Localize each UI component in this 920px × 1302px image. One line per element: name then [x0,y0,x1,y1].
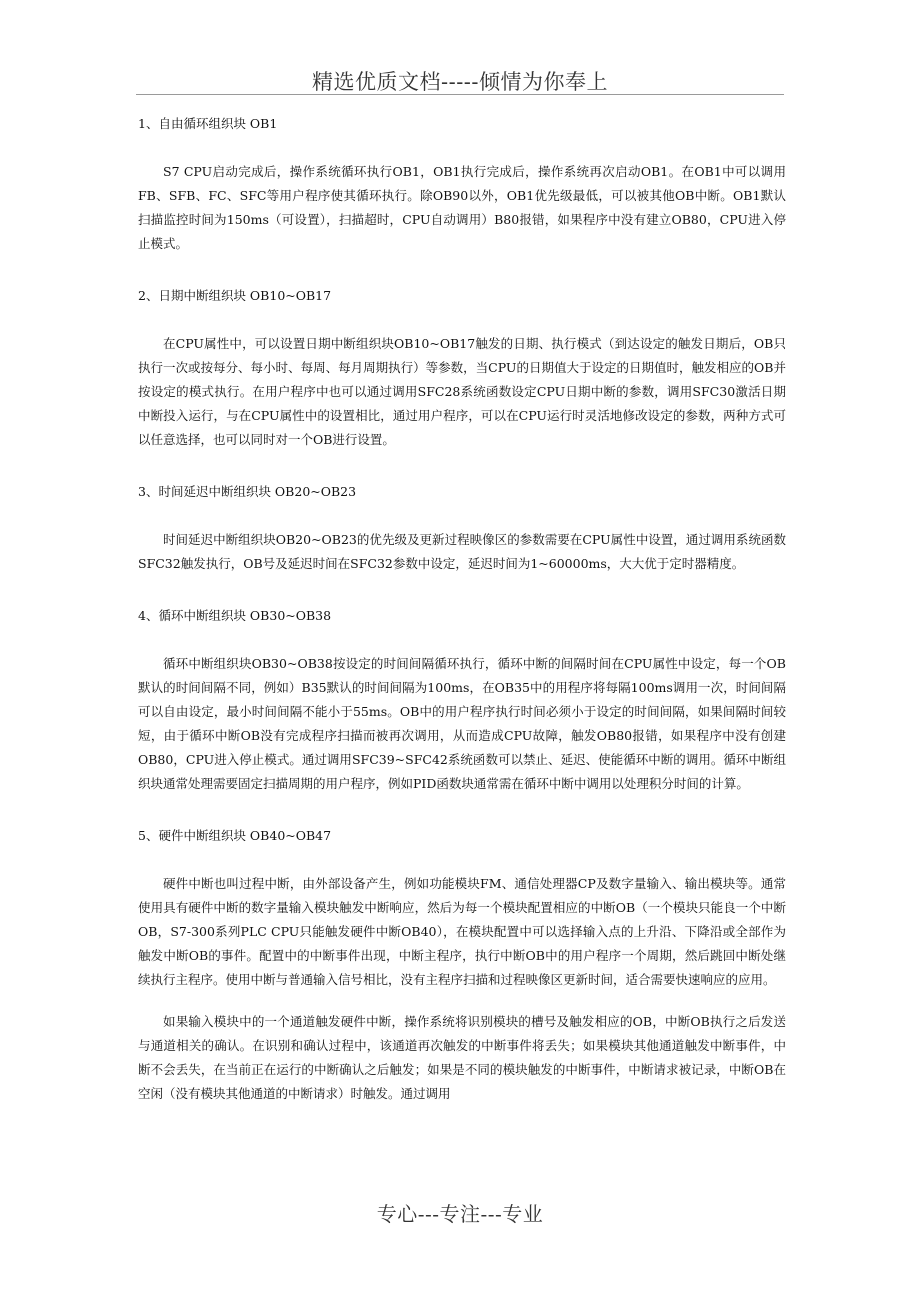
paragraph: 时间延迟中断组织块OB20~OB23的优先级及更新过程映像区的参数需要在CPU属性中设置，通过调用系统函数SFC32触发执行，OB号及延迟时间在SFC32参数中设定，延迟时间为1~60000ms，大大优于定时器精度。 [138,532,786,571]
paragraph: 硬件中断也叫过程中断，由外部设备产生，例如功能模块FM、通信处理器CP及数字量输入、输出模块等。通常使用具有硬件中断的数字量输入模块触发中断响应，然后为每一个模块配置相应的中断OB（一个模块只能良一个中断OB，S7-300系列PLC CPU只能触发硬件中断OB40），在模块配置中可以选择输入点的上升沿、下降沿或全部作为触发中断OB的事件。配置中的中断事件出现，中断主程序，执行中断OB中的用户程序一个周期，然后跳回中断处继续执行主程序。使用中断与普通输入信号相比，没有主程序扫描和过程映像区更新时间，适合需要快速响应的应用。 [138,876,786,987]
page-footer: 专心---专注---专业 [376,1202,544,1226]
page-header: 精选优质文档-----倾情为你奉上 [312,70,608,94]
paragraph: 如果输入模块中的一个通道触发硬件中断，操作系统将识别模块的槽号及触发相应的OB，中断OB执行之后发送与通道相关的确认。在识别和确认过程中，该通道再次触发的中断事件将丢失；如果模块其他通道触发中断事件，中断不会丢失，在当前正在运行的中断确认之后触发；如果是不同的模块触发的中断事件，中断请求被记录，中断OB在空闲（没有模块其他通道的中断请求）时触发。通过调用 [138,1014,786,1101]
section-title: 2、日期中断组织块 OB10~OB17 [138,288,332,303]
document-body [138,108,786,1106]
section-title: 3、时间延迟中断组织块 OB20~OB23 [138,484,357,499]
section-5 [138,820,786,1106]
section-1 [138,108,786,256]
section-title: 5、硬件中断组织块 OB40~OB47 [138,828,332,843]
section-3 [138,476,786,576]
section-title: 4、循环中断组织块 OB30~OB38 [138,608,332,623]
header-divider [136,94,784,95]
section-4 [138,600,786,796]
paragraph: 循环中断组织块OB30~OB38按设定的时间间隔循环执行，循环中断的间隔时间在CPU属性中设定，每一个OB默认的时间间隔不同，例如）B35默认的时间间隔为100ms，在OB35中的用程序将每隔100ms调用一次，时间间隔可以自由设定，最小时间间隔不能小于55ms。OB中的用户程序执行时间必须小于设定的时间间隔，如果间隔时间较短，由于循环中断OB没有完成程序扫描而被再次调用，从而造成CPU故障，触发OB80报错，如果程序中没有创建OB80，CPU进入停止模式。通过调用SFC39~SFC42系统函数可以禁止、延迟、使能循环中断的调用。循环中断组织块通常处理需要固定扫描周期的用户程序，例如PID函数块通常需在循环中断中调用以处理积分时间的计算。 [138,656,786,791]
section-2 [138,280,786,452]
section-title: 1、自由循环组织块 OB1 [138,116,278,131]
paragraph: 在CPU属性中，可以设置日期中断组织块OB10~OB17触发的日期、执行模式（到达设定的触发日期后，OB只执行一次或按每分、每小时、每周、每月周期执行）等参数，当CPU的日期值大于设定的日期值时，触发相应的OB并按设定的模式执行。在用户程序中也可以通过调用SFC28系统函数设定CPU日期中断的参数，调用SFC30激活日期中断投入运行，与在CPU属性中的设置相比，通过用户程序，可以在CPU运行时灵活地修改设定的参数，两种方式可以任意选择，也可以同时对一个OB进行设置。 [138,336,786,447]
paragraph: S7 CPU启动完成后，操作系统循环执行OB1，OB1执行完成后，操作系统再次启动OB1。在OB1中可以调用FB、SFB、FC、SFC等用户程序使其循环执行。除OB90以外，OB1优先级最低，可以被其他OB中断。OB1默认扫描监控时间为150ms（可设置），扫描超时，CPU自动调用）B80报错，如果程序中没有建立OB80，CPU进入停止模式。 [138,164,786,251]
